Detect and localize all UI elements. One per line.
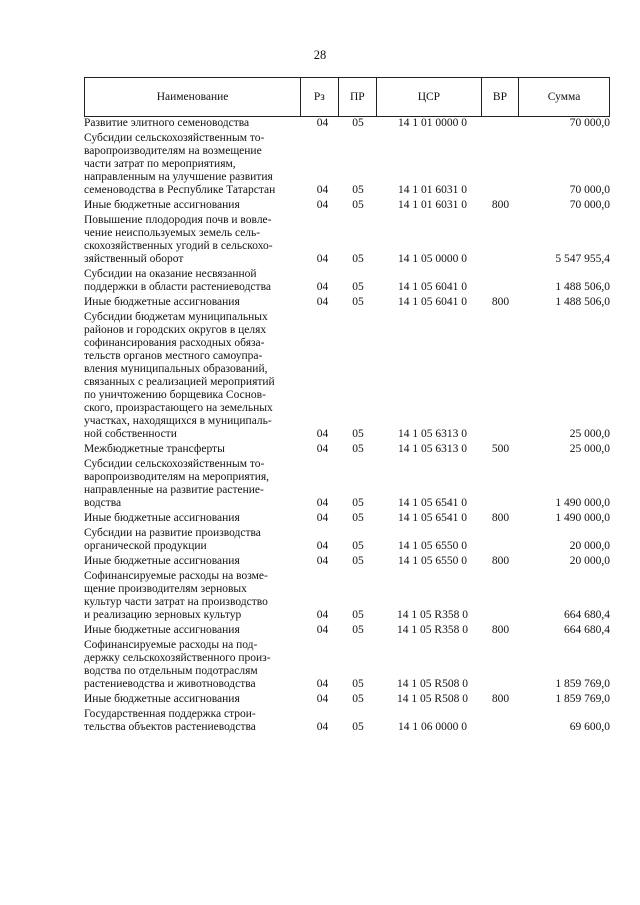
budget-table (84, 77, 610, 736)
row-vr: 800 (491, 624, 510, 636)
row-name-line: варопроизводителям на мероприятия, (84, 471, 270, 483)
row-name (84, 512, 302, 525)
row-name-line: зяйственный оборот (84, 253, 184, 265)
row-pr: 05 (352, 693, 364, 705)
row-pr: 05 (352, 678, 364, 690)
row-name-line: Иные бюджетные ассигнования (84, 512, 240, 524)
row-name-line: держку сельскохозяйственного произ- (84, 652, 271, 664)
row-name-line: культур части затрат на производство (84, 596, 268, 608)
row-name (84, 268, 302, 294)
row-name-line: органической продукции (84, 540, 207, 552)
row-pr: 05 (352, 199, 364, 211)
row-name-line: скохозяйственных угодий в сельскохо- (84, 240, 273, 252)
table-row (84, 311, 610, 441)
row-pr: 05 (352, 497, 364, 509)
table-row (84, 639, 610, 691)
row-rz: 04 (316, 497, 329, 509)
table-header (84, 77, 610, 117)
table-row (84, 458, 610, 510)
row-rz: 04 (316, 693, 329, 705)
row-rz: 04 (316, 540, 329, 552)
row-vr: 800 (491, 555, 510, 567)
table-row (84, 693, 610, 706)
row-name (84, 199, 302, 212)
header-csr: ЦСР (376, 78, 481, 116)
header-sum: Сумма (518, 78, 609, 116)
row-name-line: Повышение плодородия почв и вовле- (84, 214, 272, 226)
page-number: 28 (313, 48, 327, 62)
row-name-line: связанных с реализацией мероприятий (84, 376, 275, 388)
row-csr: 14 1 05 R508 0 (397, 678, 468, 690)
row-name-line: поддержки в области растениеводства (84, 281, 271, 293)
row-csr: 14 1 05 6550 0 (398, 555, 467, 567)
row-pr: 05 (352, 624, 364, 636)
row-csr: 14 1 05 R508 0 (397, 693, 468, 705)
row-name-line: водства по отдельным подотраслям (84, 665, 258, 677)
row-vr: 800 (491, 296, 510, 308)
table-row (84, 624, 610, 637)
row-name-line: Софинансируемые расходы на возме- (84, 570, 268, 582)
row-csr: 14 1 01 0000 0 (398, 117, 467, 129)
row-rz: 04 (316, 443, 329, 455)
table-row (84, 117, 610, 130)
row-name (84, 296, 302, 309)
row-name-line: Государственная поддержка строи- (84, 708, 256, 720)
row-name-line: софинансирования расходных обяза- (84, 337, 265, 349)
row-csr: 14 1 05 6313 0 (398, 428, 467, 440)
row-name-line: Иные бюджетные ассигнования (84, 555, 240, 567)
row-sum: 1 490 000,0 (555, 512, 610, 524)
table-row (84, 443, 610, 456)
row-sum: 70 000,0 (569, 184, 610, 196)
row-name (84, 555, 302, 568)
row-vr: 800 (491, 693, 510, 705)
row-name-line: Субсидии сельскохозяйственным то- (84, 132, 265, 144)
row-csr: 14 1 05 6041 0 (398, 281, 467, 293)
row-name-line: тельств органов местного самоупра- (84, 350, 263, 362)
row-name (84, 132, 302, 197)
row-rz: 04 (316, 609, 329, 621)
row-csr: 14 1 05 6541 0 (398, 512, 467, 524)
row-name-line: части затрат по мероприятиям, (84, 158, 236, 170)
row-name (84, 708, 302, 734)
row-name (84, 624, 302, 637)
row-sum: 70 000,0 (569, 117, 610, 129)
row-pr: 05 (352, 609, 364, 621)
row-name-line: Иные бюджетные ассигнования (84, 199, 240, 211)
row-sum: 1 859 769,0 (555, 678, 610, 690)
row-name-line: Развитие элитного семеноводства (84, 117, 250, 129)
row-csr: 14 1 05 0000 0 (398, 253, 467, 265)
row-name-line: чение неиспользуемых земель сель- (84, 227, 261, 239)
row-name-line: вления муниципальных образований, (84, 363, 268, 375)
row-csr: 14 1 01 6031 0 (398, 184, 467, 196)
row-name-line: Субсидии на оказание несвязанной (84, 268, 257, 280)
row-rz: 04 (316, 624, 329, 636)
row-name (84, 527, 302, 553)
row-pr: 05 (352, 281, 364, 293)
row-name (84, 693, 302, 706)
row-name (84, 458, 302, 510)
row-rz: 04 (316, 281, 329, 293)
row-sum: 1 859 769,0 (555, 693, 610, 705)
table-row (84, 296, 610, 309)
row-sum: 664 680,4 (564, 609, 610, 621)
row-sum: 25 000,0 (569, 428, 610, 440)
row-rz: 04 (316, 296, 329, 308)
row-name-line: направленным на улучшение развития (84, 171, 273, 183)
header-pr: ПР (338, 78, 377, 116)
row-name-line: ной собственности (84, 428, 177, 440)
row-sum: 1 490 000,0 (555, 497, 610, 509)
row-name-line: щение производителям зерновых (84, 583, 247, 595)
row-csr: 14 1 05 6041 0 (398, 296, 467, 308)
row-sum: 1 488 506,0 (555, 281, 610, 293)
table-body (84, 117, 610, 734)
row-name-line: Межбюджетные трансферты (84, 443, 225, 455)
row-name-line: участках, находящихся в муниципаль- (84, 415, 272, 427)
row-csr: 14 1 05 6550 0 (398, 540, 467, 552)
table-row (84, 708, 610, 734)
row-csr: 14 1 05 6541 0 (398, 497, 467, 509)
table-row (84, 132, 610, 197)
table-row (84, 570, 610, 622)
row-sum: 20 000,0 (569, 540, 610, 552)
row-rz: 04 (316, 721, 329, 733)
row-name-line: Софинансируемые расходы на под- (84, 639, 258, 651)
row-name-line: семеноводства в Республике Татарстан (84, 184, 276, 196)
row-rz: 04 (316, 253, 329, 265)
header-vr: ВР (481, 78, 519, 116)
row-name-line: Иные бюджетные ассигнования (84, 624, 240, 636)
row-name-line: Иные бюджетные ассигнования (84, 296, 240, 308)
table-row (84, 214, 610, 266)
row-sum: 25 000,0 (569, 443, 610, 455)
row-rz: 04 (316, 555, 329, 567)
row-vr: 800 (491, 199, 510, 211)
row-csr: 14 1 01 6031 0 (398, 199, 467, 211)
row-name-line: Иные бюджетные ассигнования (84, 693, 240, 705)
row-name-line: ского, произрастающего на земельных (84, 402, 273, 414)
row-sum: 70 000,0 (569, 199, 610, 211)
row-name-line: тельства объектов растениеводства (84, 721, 256, 733)
row-name-line: направленные на развитие растение- (84, 484, 264, 496)
row-pr: 05 (352, 540, 364, 552)
row-pr: 05 (352, 721, 364, 733)
row-name-line: по уничтожению борщевика Соснов- (84, 389, 266, 401)
row-pr: 05 (352, 428, 364, 440)
row-name (84, 214, 302, 266)
row-name-line: Субсидии на развитие производства (84, 527, 261, 539)
row-pr: 05 (352, 512, 364, 524)
row-pr: 05 (352, 184, 364, 196)
header-name: Наименование (156, 91, 229, 103)
row-rz: 04 (316, 678, 329, 690)
row-name (84, 443, 302, 456)
row-name-line: водства (84, 497, 122, 509)
row-name-line: Субсидии бюджетам муниципальных (84, 311, 268, 323)
row-csr: 14 1 05 6313 0 (398, 443, 467, 455)
table-row (84, 512, 610, 525)
table-row (84, 555, 610, 568)
row-rz: 04 (316, 184, 329, 196)
row-vr: 800 (491, 512, 510, 524)
row-name (84, 117, 302, 130)
row-name-line: Субсидии сельскохозяйственным то- (84, 458, 265, 470)
row-name-line: растениеводства и животноводства (84, 678, 256, 690)
row-csr: 14 1 05 R358 0 (397, 624, 468, 636)
row-pr: 05 (352, 443, 364, 455)
header-rz: Рз (300, 78, 338, 116)
row-sum: 20 000,0 (569, 555, 610, 567)
row-name-line: районов и городских округов в целях (84, 324, 267, 336)
row-csr: 14 1 05 R358 0 (397, 609, 468, 621)
row-rz: 04 (316, 117, 329, 129)
row-rz: 04 (316, 512, 329, 524)
row-name (84, 639, 302, 691)
row-rz: 04 (316, 428, 329, 440)
row-name (84, 570, 302, 622)
row-name-line: и реализацию зерновых культур (84, 609, 242, 621)
row-vr: 500 (491, 443, 510, 455)
row-pr: 05 (352, 117, 364, 129)
table-row (84, 527, 610, 553)
row-sum: 664 680,4 (564, 624, 610, 636)
row-pr: 05 (352, 253, 364, 265)
table-row (84, 268, 610, 294)
row-name (84, 311, 302, 441)
row-sum: 5 547 955,4 (555, 253, 610, 265)
row-pr: 05 (352, 296, 364, 308)
row-csr: 14 1 06 0000 0 (398, 721, 467, 733)
row-sum: 1 488 506,0 (555, 296, 610, 308)
row-sum: 69 600,0 (569, 721, 610, 733)
row-name-line: варопроизводителям на возмещение (84, 145, 262, 157)
row-pr: 05 (352, 555, 364, 567)
row-rz: 04 (316, 199, 329, 211)
table-row (84, 199, 610, 212)
